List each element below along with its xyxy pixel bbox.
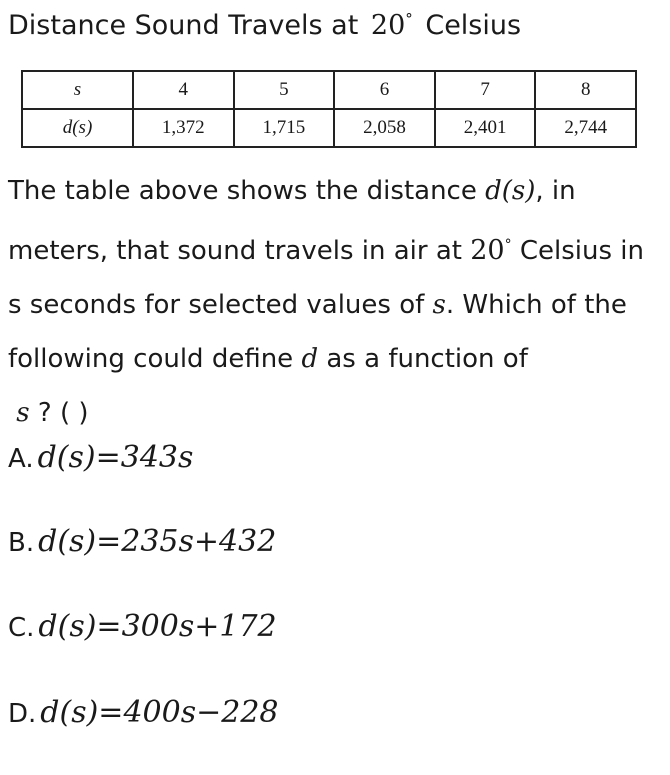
title-temperature: 20° xyxy=(370,10,413,41)
question-part: . Which of the following could define xyxy=(8,290,627,374)
option-label: A. xyxy=(8,444,34,474)
option-label: D. xyxy=(8,699,37,729)
table-header-ds: d(s) xyxy=(22,109,133,147)
table-header-s: s xyxy=(22,71,133,109)
table-row-s xyxy=(22,71,636,109)
table-cell: 6 xyxy=(334,71,435,109)
math-temperature: 20° xyxy=(470,235,512,266)
title-text-post: Celsius xyxy=(425,10,522,41)
option-b[interactable] xyxy=(8,524,276,559)
math-s: s xyxy=(432,290,446,320)
table-cell: 1,715 xyxy=(234,109,335,147)
math-s: s xyxy=(16,398,30,428)
table-row-ds xyxy=(22,109,636,147)
option-label: C. xyxy=(8,613,35,643)
option-d[interactable] xyxy=(8,695,279,730)
table-cell: 8 xyxy=(535,71,636,109)
table-cell: 1,372 xyxy=(133,109,234,147)
distance-table xyxy=(21,70,637,148)
title-text-pre: Distance Sound Travels at xyxy=(8,10,359,41)
option-expression: d(s)=300s+172 xyxy=(38,609,277,644)
question-part: , in meters, that sound travels in air at xyxy=(8,176,576,266)
table-cell: 2,744 xyxy=(535,109,636,147)
option-expression: d(s)=400s−228 xyxy=(40,695,279,730)
table-cell: 2,401 xyxy=(435,109,536,147)
math-d-of-s: d(s) xyxy=(485,176,536,206)
question-text xyxy=(8,164,663,440)
answer-blank: ? ( ) xyxy=(37,398,89,428)
option-label: B. xyxy=(8,528,35,558)
table-cell: 2,058 xyxy=(334,109,435,147)
option-c[interactable] xyxy=(8,609,277,644)
option-a[interactable] xyxy=(8,440,193,475)
table-cell: 5 xyxy=(234,71,335,109)
table-cell: 4 xyxy=(133,71,234,109)
page-title xyxy=(8,10,521,41)
math-d: d xyxy=(301,344,319,374)
question-part: as a function of xyxy=(326,344,528,374)
option-expression: d(s)=343s xyxy=(37,440,194,475)
table-cell: 7 xyxy=(435,71,536,109)
option-expression: d(s)=235s+432 xyxy=(38,524,277,559)
question-part: Celsius in s seconds for selected values of xyxy=(8,236,644,320)
question-part: The table above shows the distance xyxy=(8,176,477,206)
